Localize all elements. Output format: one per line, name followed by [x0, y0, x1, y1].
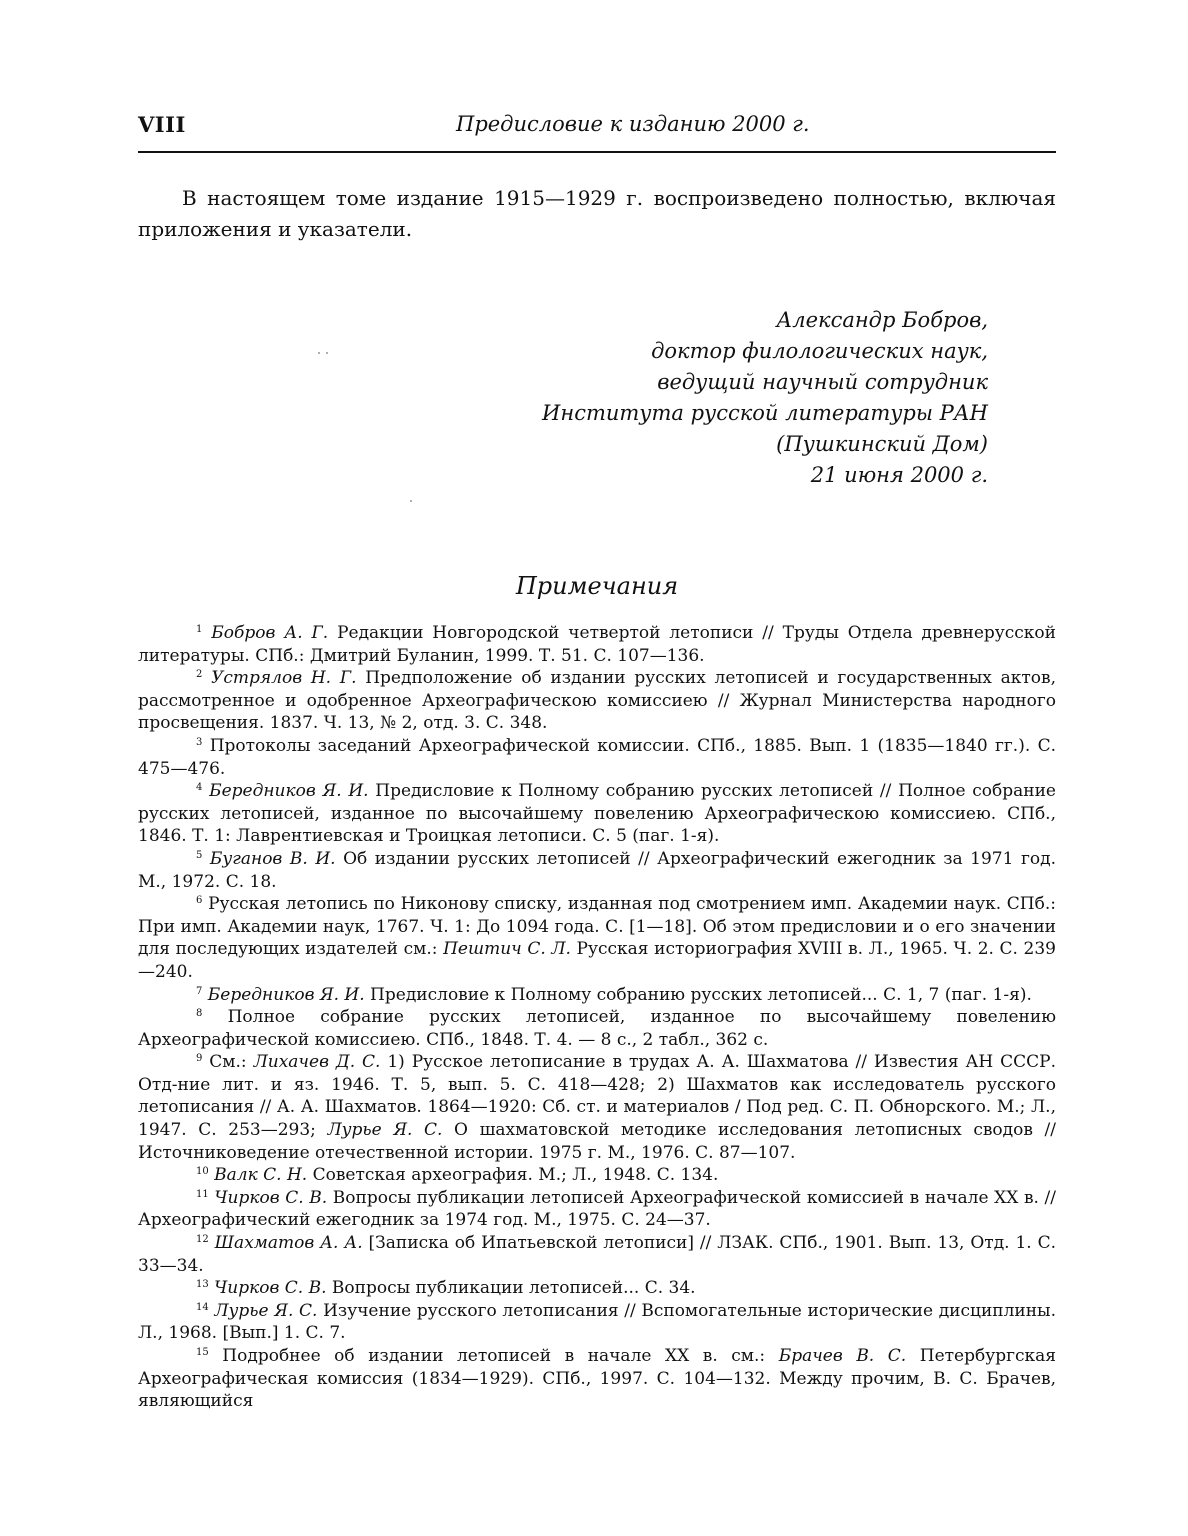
footnote-text: 1) Русское летописание в трудах А. А. Шахматова // Известия АН СССР. Отд-ние лит. и яз. 1946. Т. 5, вып. 5. С. 418—428; 2) Шахматов как исследователь русского летописания // А. А. Шахматов. 1864—1920: Сб. ст. и материалов / Под ред. С. П. Обнорского. М.; Л., 1947. С. 253—293; [138, 1052, 1056, 1141]
page-header [138, 112, 1056, 144]
footnote-author: Лихачев Д. С. [253, 1052, 381, 1073]
scan-speck [326, 352, 328, 354]
footnote-number: 13 [196, 1279, 209, 1291]
footnote-text: Об издании русских летописей // Археографический ежегодник за 1971 год. М., 1972. С. 18. [138, 848, 1056, 892]
footnote [138, 1232, 1056, 1277]
footnote-text: Русская историография XVIII в. Л., 1965. Ч. 2. С. 239—240. [138, 939, 1056, 982]
signature-line: ведущий научный сотрудник [657, 370, 988, 394]
footnote-author: Чирков С. В. [214, 1278, 327, 1299]
footnote [138, 1277, 1056, 1300]
footnote-text: Изучение русского летописания // Вспомогательные исторические дисциплины. Л., 1968. [Вып.] 1. С. 7. [138, 1300, 1056, 1344]
footnote [138, 1187, 1056, 1232]
footnote-author: Устрялов Н. Г. [211, 668, 357, 689]
footnote-author: Бобров А. Г. [211, 623, 329, 643]
footnote-text: Редакции Новгородской четвертой летописи // Труды Отдела древнерусской литературы. СПб.: Дмитрий Буланин, 1999. Т. 51. С. 107—136. [138, 623, 1056, 666]
footnote-text: См.: [209, 1052, 254, 1073]
footnote-author: Лурье Я. С. [214, 1300, 318, 1321]
footnote-author: Валк С. Н. [214, 1165, 308, 1186]
footnote-author: Бередников Я. И. [209, 781, 369, 802]
header-rule [138, 151, 1056, 153]
signature-block [542, 305, 988, 491]
footnote [138, 848, 1056, 893]
signature-line: доктор филологических наук, [651, 339, 988, 363]
footnote-number: 14 [196, 1301, 209, 1313]
footnote [138, 1300, 1056, 1345]
notes-list [138, 622, 1056, 1413]
footnote-text: Предположение об издании русских летописей и государственных актов, рассмотренное и одобренное Археографическою комиссиею // Журнал Министерства народного просвещения. 1837. Ч. 13, № 2, отд. 3. С. 348. [138, 668, 1056, 734]
footnote-text: Предисловие к Полному собранию русских летописей... С. 1, 7 (паг. 1-я). [364, 984, 1032, 1005]
footnote-author: Бередников Я. И. [207, 984, 365, 1005]
footnote-number: 9 [196, 1053, 203, 1065]
footnote-text: Русская летопись по Никонову списку, изданная под смотрением имп. Академии наук. СПб.: При имп. Академии наук, 1767. Ч. 1: До 1094 года. С. [1—18]. Об этом предисловии и о его значении для последующих издателей см.: [138, 894, 1056, 960]
footnote-author: Лурье Я. С. [327, 1120, 443, 1141]
footnote-number: 7 [196, 985, 203, 997]
footnote [138, 893, 1056, 983]
footnote-number: 11 [196, 1188, 209, 1200]
footnote [138, 735, 1056, 780]
footnote [138, 1006, 1056, 1051]
footnote-author: Брачев В. С. [778, 1346, 907, 1366]
footnote [138, 622, 1056, 667]
footnote-author: Пештич С. Л. [443, 939, 571, 960]
footnote-number: 3 [196, 736, 203, 748]
footnote-author: Чирков С. В. [214, 1187, 328, 1208]
footnote-number: 5 [196, 849, 203, 861]
footnote-text: Протоколы заседаний Археографической комиссии. СПб., 1885. Вып. 1 (1835—1840 гг.). С. 475—476. [138, 735, 1056, 779]
footnote [138, 984, 1056, 1007]
footnote-text: Петербургская Археографическая комиссия (1834—1929). СПб., 1997. С. 104—132. Между прочим, В. С. Брачев, являющийся [138, 1346, 1057, 1412]
signature-line: (Пушкинский Дом) [776, 432, 988, 456]
footnote-text: [Записка об Ипатьевской летописи] // ЛЗАК. СПб., 1901. Вып. 13, Отд. 1. С. 33—34. [138, 1233, 1057, 1276]
notes-heading: Примечания [515, 572, 679, 600]
footnote-number: 2 [196, 669, 203, 681]
footnote [138, 780, 1056, 848]
footnote-number: 1 [196, 624, 203, 635]
footnote-text: О шахматовской методике исследования летописных сводов // Источниковедение отечественной истории. 1975 г. М., 1976. С. 87—107. [138, 1120, 1056, 1163]
footnote-text: Полное собрание русских летописей, изданное по высочайшему повелению Археографической комиссиею. СПб., 1848. Т. 4. — 8 с., 2 табл., 362 с. [138, 1007, 1057, 1050]
footnote-text: Подробнее об издании летописей в начале XX в. см.: [222, 1346, 779, 1366]
footnote-number: 6 [196, 895, 203, 907]
footnote-number: 10 [196, 1166, 209, 1178]
footnote-number: 4 [196, 782, 203, 794]
signature-line: Александр Бобров, [776, 308, 988, 332]
footnote [138, 667, 1056, 735]
footnote-text: Советская археография. М.; Л., 1948. С. 134. [307, 1165, 719, 1186]
signature-line: Института русской литературы РАН [542, 401, 988, 425]
scan-speck [318, 352, 320, 354]
page-number: VIII [138, 112, 186, 137]
scan-speck [410, 500, 412, 502]
footnote [138, 1164, 1056, 1187]
footnote-number: 8 [196, 1008, 203, 1020]
footnote-author: Буганов В. И. [209, 848, 336, 869]
footnote [138, 1345, 1056, 1413]
running-title: Предисловие к изданию 2000 г. [456, 112, 810, 136]
footnote-text: Предисловие к Полному собранию русских летописей // Полное собрание русских летописей, изданное по высочайшему повелению Археографическою комиссиею. СПб., 1846. Т. 1: Лаврентиевская и Троицкая летописи. С. 5 (паг. 1-я). [138, 781, 1056, 847]
footnote-text: Вопросы публикации летописей Археографической комиссией в начале XX в. // Археографический ежегодник за 1974 год. М., 1975. С. 24—37. [138, 1187, 1057, 1231]
footnote-number: 12 [196, 1234, 209, 1246]
footnote-author: Шахматов А. А. [214, 1233, 363, 1254]
signature-line: 21 июня 2000 г. [810, 463, 988, 487]
intro-paragraph: В настоящем томе издание 1915—1929 г. воспроизведено полностью, включая приложения и указатели. [138, 186, 1056, 241]
footnote-text: Вопросы публикации летописей... С. 34. [326, 1278, 696, 1299]
footnote-number: 15 [196, 1347, 209, 1358]
footnote [138, 1051, 1056, 1164]
